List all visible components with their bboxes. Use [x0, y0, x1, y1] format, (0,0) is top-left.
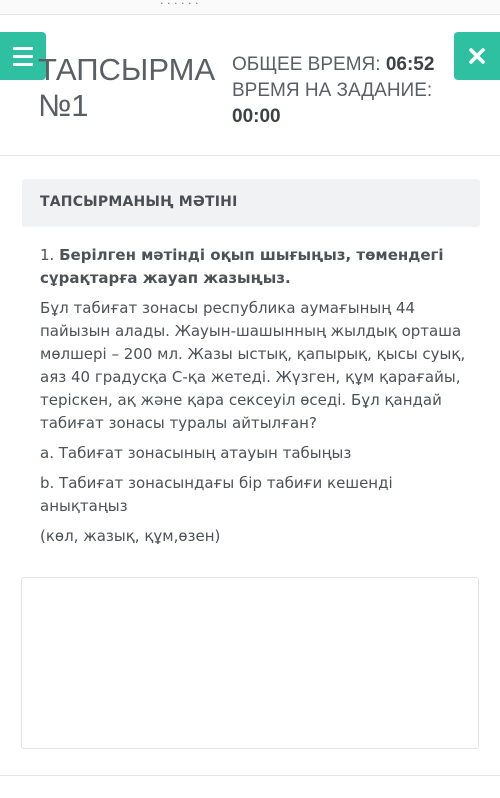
- header-divider: [0, 155, 500, 156]
- timers: [232, 52, 454, 130]
- task-time-value: 00:00: [232, 106, 281, 127]
- hamburger-icon-line: [13, 55, 33, 58]
- task-title-word: ТАПСЫРМА: [38, 52, 216, 87]
- cut-off-text: . . . . . .: [160, 0, 199, 7]
- top-strip: [0, 0, 500, 15]
- total-time-value: 06:52: [385, 54, 435, 75]
- question-item-b: b. Табиғат зонасындағы бір табиғи кешенді анықтаңыз: [40, 474, 393, 515]
- question-item-a: a. Табиғат зонасының атауын табыңыз: [40, 444, 352, 462]
- close-button[interactable]: [454, 32, 500, 80]
- question-hint: (көл, жазық, құм,өзен): [40, 527, 221, 545]
- question-number: 1.: [40, 246, 55, 264]
- total-time: [232, 52, 454, 78]
- task-number: №1: [38, 88, 89, 123]
- question-instruction-line: [40, 244, 470, 290]
- task-title: [38, 52, 215, 124]
- hamburger-icon: [13, 47, 33, 50]
- task-time-label: ВРЕМЯ НА ЗАДАНИЕ:: [232, 80, 433, 101]
- question-instruction: Берілген мәтінді оқып шығыңыз, төмендегі сұрақтарға жауап жазыңыз.: [40, 246, 444, 287]
- hamburger-icon-line: [13, 63, 33, 66]
- question-content: [40, 244, 470, 555]
- footer-divider: [0, 775, 500, 776]
- close-icon: [467, 46, 487, 66]
- question-text: Бұл табиғат зонасы республика аумағының 44 пайызын алады. Жауын-шашынның жылдық орташа мөлшері – 200 мл. Жазы ыстық, қапырық, қысы суық, аяз 40 градусқа С-қа жетеді. Жүзген, құм қарағайы, теріскен, ақ және қара сексеуіл өседі. Бұл қандай табиғат зонасы туралы айтылған?: [40, 299, 466, 432]
- task-text-heading-panel: [22, 179, 480, 227]
- answer-input[interactable]: [21, 577, 479, 749]
- task-text-heading: ТАПСЫРМАНЫҢ МӘТІНІ: [40, 194, 238, 210]
- total-time-label: ОБЩЕЕ ВРЕМЯ:: [232, 54, 381, 75]
